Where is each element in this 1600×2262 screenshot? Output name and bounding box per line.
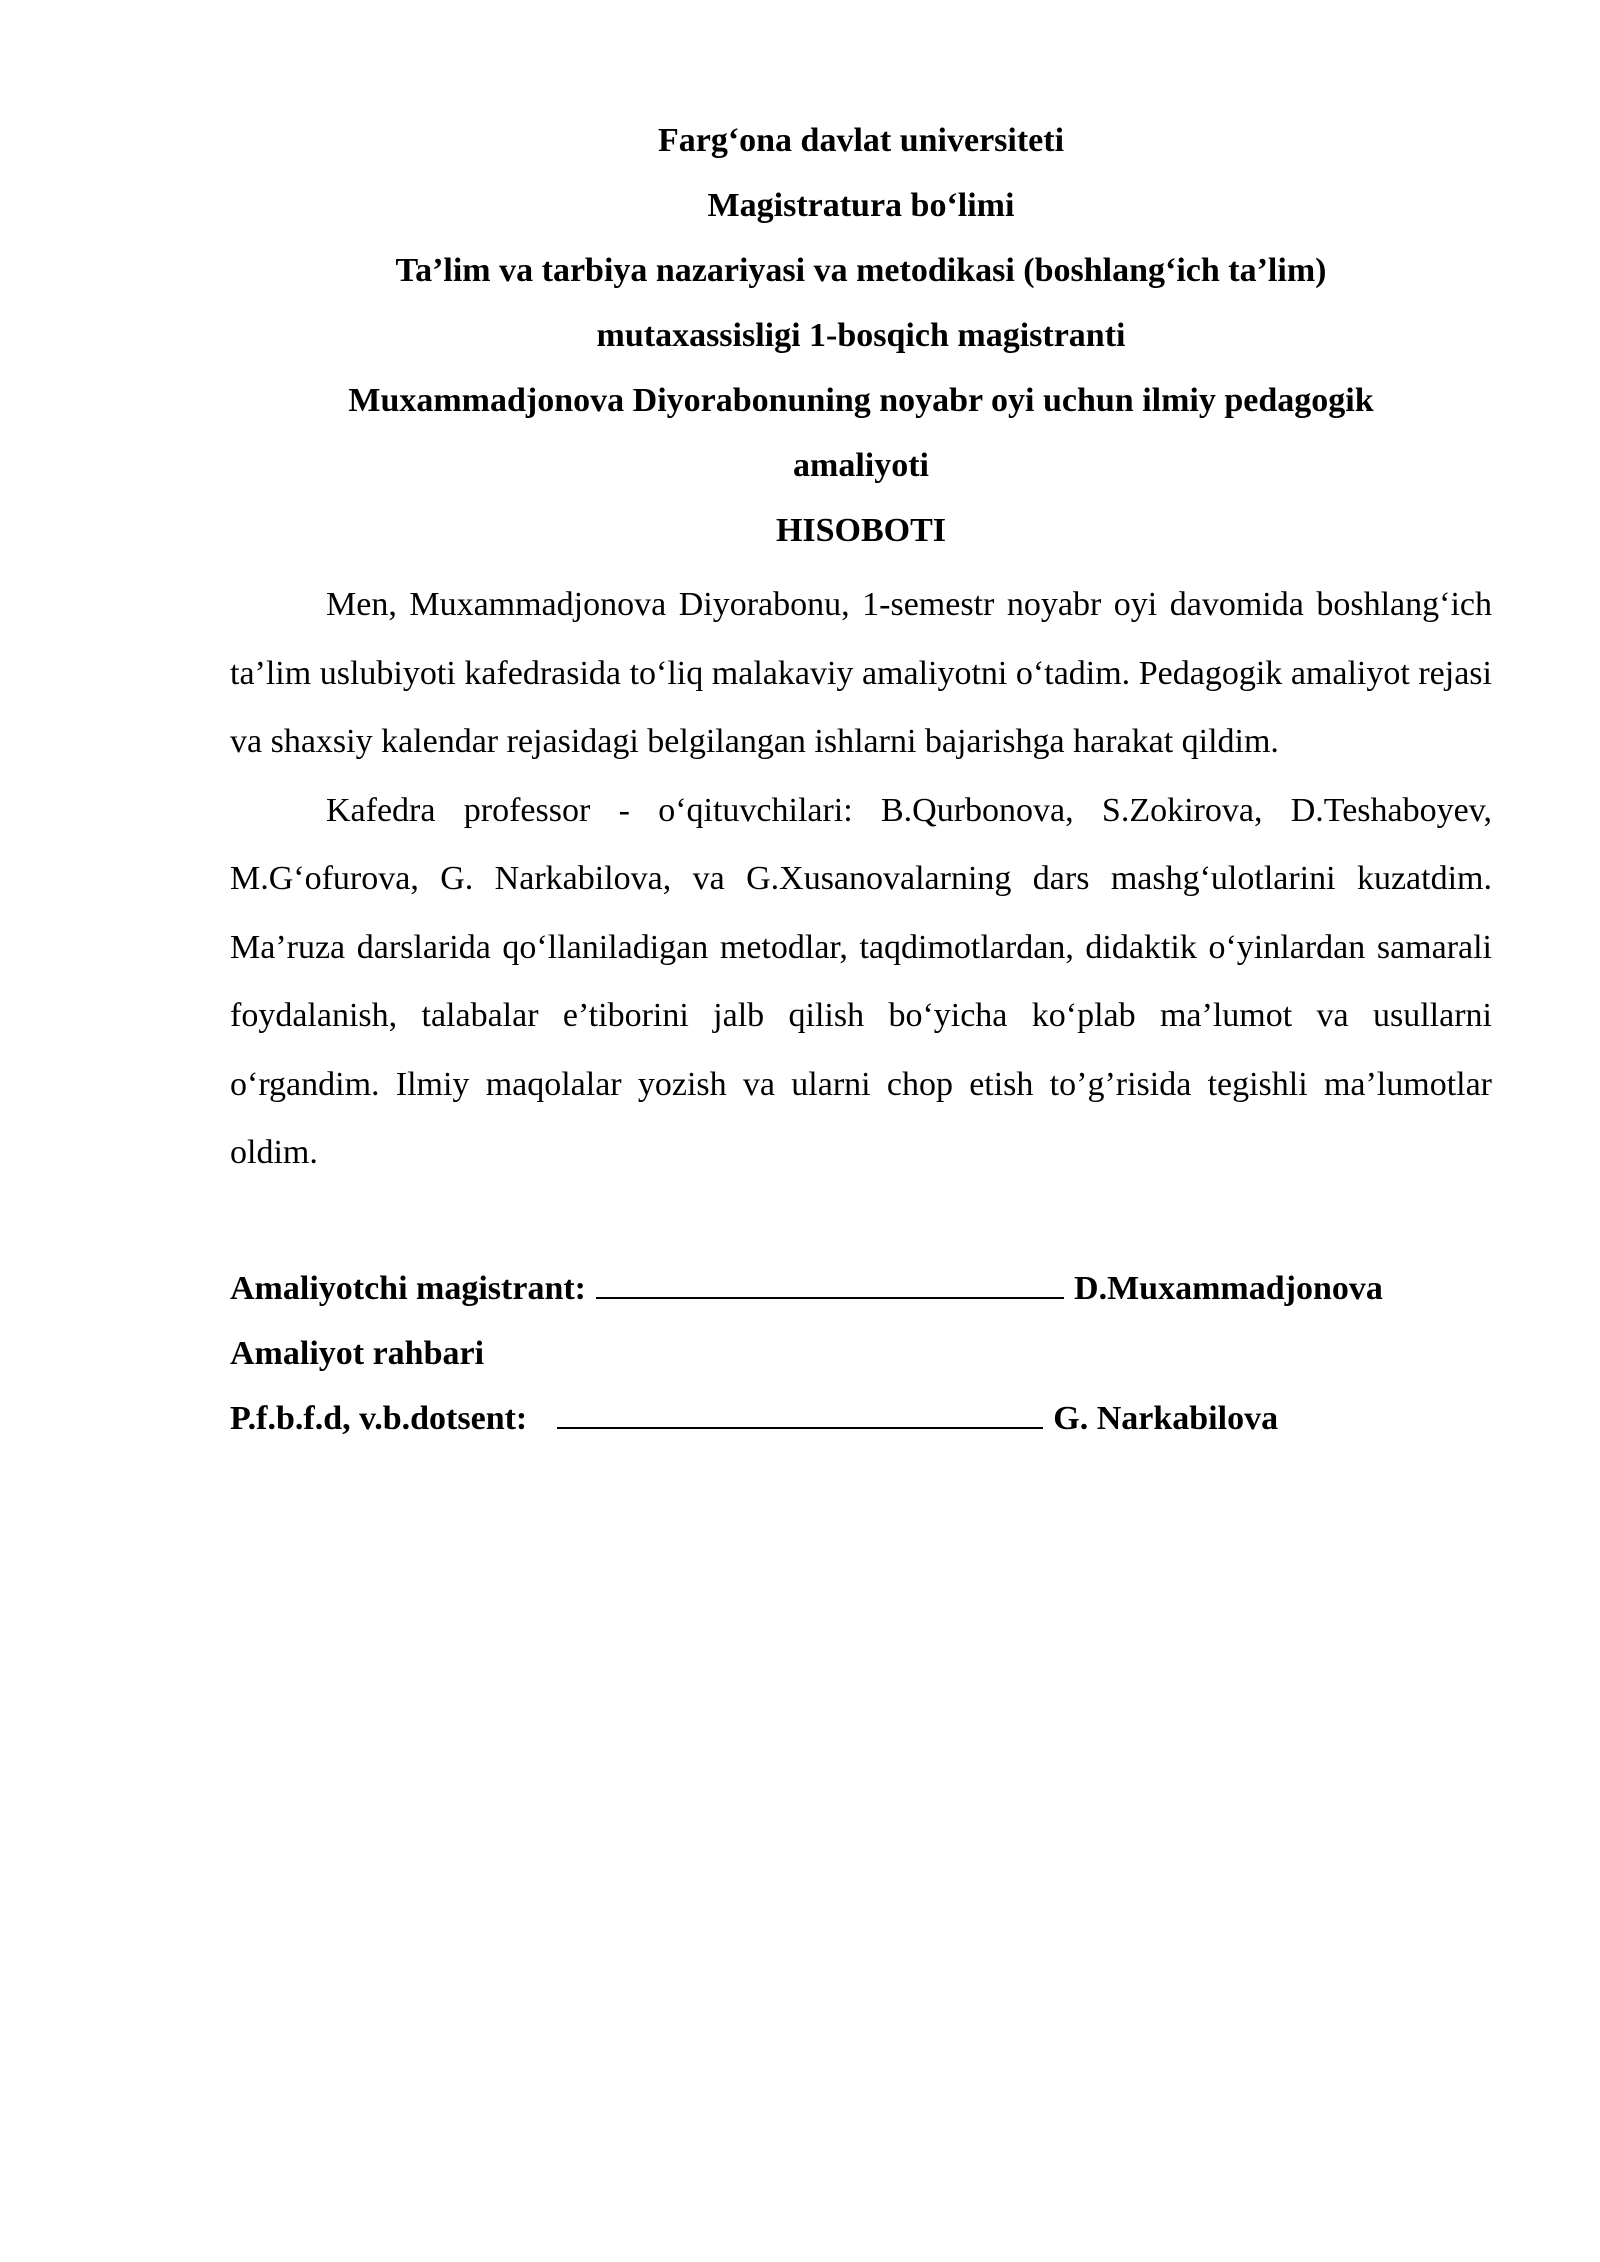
report-body [230, 571, 1492, 1188]
paragraph-1: Men, Muxammadjonova Diyorabonu, 1-semestr noyabr oyi davomida boshlang‘ich ta’lim uslubiyoti kafedrasida to‘liq malakaviy amaliyotni o‘tadim. Pedagogik amaliyot rejasi va shaxsiy kalendar rejasidagi belgilangan ishlarni bajarishga harakat qildim. [230, 586, 1492, 760]
supervisor-signature-name: G. Narkabilova [1053, 1399, 1279, 1437]
paragraph-2: Kafedra professor - o‘qituvchilari: B.Qurbonova, S.Zokirova, D.Teshaboyev, M.G‘ofurova, G. Narkabilova, va G.Xusanovalarning dars mashg‘ulotlarini kuzatdim. Ma’ruza darslarida qo‘llaniladigan metodlar, taqdimotlardan, didaktik o‘yinlardan samarali foydalanish, talabalar e’tiborini jalb qilish bo‘yicha ko‘plab ma’lumot va usullarni o‘rgandim. Ilmiy maqolalar yozish va ularni chop etish to’g’risida tegishli ma’lumotlar oldim. [230, 791, 1492, 1171]
supervisor-label-row [230, 1321, 1492, 1386]
specialty-line-1: Ta’lim va tarbiya nazariyasi va metodikasi (boshlang‘ich ta’lim) [395, 252, 1327, 289]
student-signature-line [596, 1263, 1064, 1299]
student-signature-label: Amaliyotchi magistrant: [230, 1269, 587, 1307]
department-name: Magistratura bo‘limi [707, 187, 1015, 224]
document-content [230, 108, 1492, 1451]
report-header [230, 108, 1492, 563]
supervisor-signature-row [230, 1386, 1492, 1451]
signature-block [230, 1256, 1492, 1451]
supervisor-signature-line [557, 1393, 1043, 1429]
student-line-1: Muxammadjonova Diyorabonuning noyabr oyi uchun ilmiy pedagogik [348, 382, 1374, 419]
report-title: HISOBOTI [775, 512, 947, 549]
student-line-2: amaliyoti [793, 447, 929, 484]
supervisor-title: P.f.b.f.d, v.b.dotsent: [230, 1399, 528, 1437]
specialty-line-2: mutaxassisligi 1-bosqich magistranti [596, 317, 1126, 354]
student-signature-row [230, 1256, 1492, 1321]
supervisor-label: Amaliyot rahbari [230, 1334, 485, 1372]
university-name: Farg‘ona davlat universiteti [657, 122, 1065, 159]
student-signature-name: D.Muxammadjonova [1074, 1269, 1383, 1307]
